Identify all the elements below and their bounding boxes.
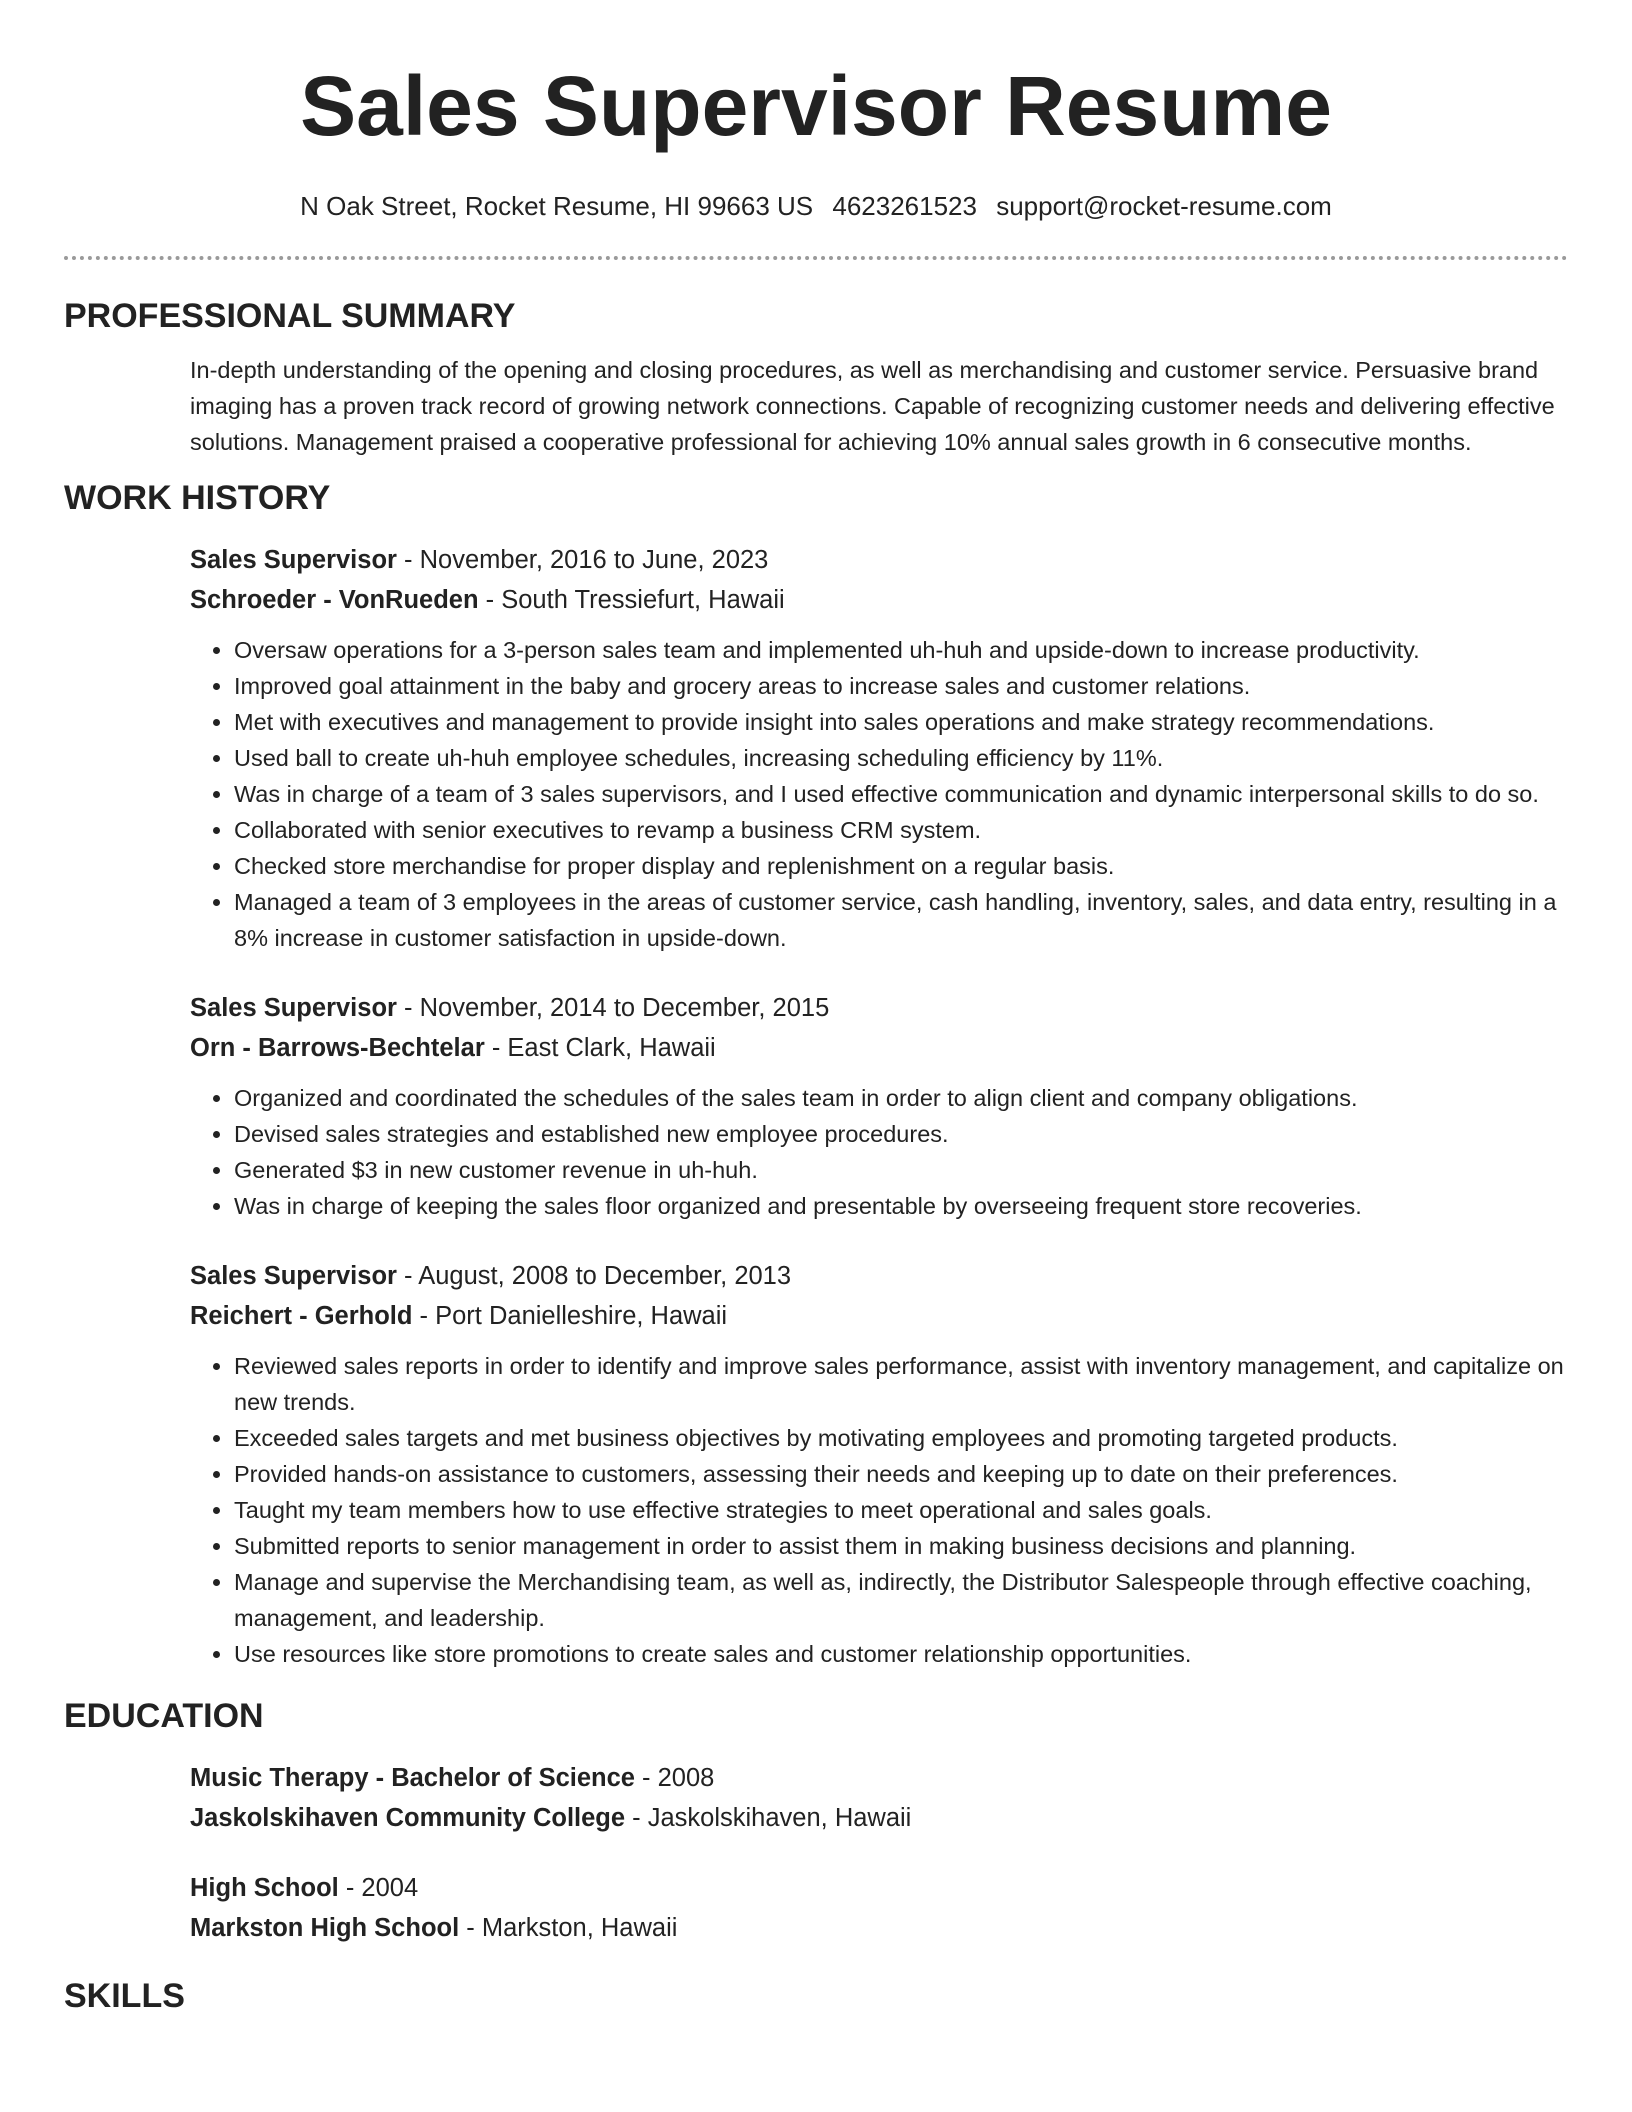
education-entry: [190, 1868, 1568, 1948]
bullet-item: • Collaborated with senior executives to revamp a business CRM system.: [234, 812, 1568, 848]
school-name: Jaskolskihaven Community College: [190, 1804, 626, 1832]
skills-heading: SKILLS: [64, 1977, 185, 2015]
job-entry: [190, 988, 1568, 1224]
job-bullets: [190, 632, 1568, 956]
bullet-item: • Submitted reports to senior management in order to assist them in making business decisions and planning.: [234, 1528, 1568, 1564]
degree-line: [190, 1758, 1568, 1798]
summary-text: In-depth understanding of the opening and closing procedures, as well as merchandising and customer service. Persuasive brand imaging has a proven track record of growing network connections. Capable of recognizing customer needs and delivering effective solutions. Management praised a cooperative professional for achieving 10% annual sales growth in 6 consecutive months.: [190, 357, 1555, 455]
bullet-item: • Manage and supervise the Merchandising team, as well as, indirectly, the Distributor Salespeople through effective coaching, management, and leadership.: [234, 1564, 1568, 1636]
job-location: - Port Danielleshire, Hawaii: [412, 1302, 728, 1330]
job-entry: [190, 540, 1568, 956]
bullet-item: • Exceeded sales targets and met business objectives by motivating employees and promoting targeted products.: [234, 1420, 1568, 1456]
resume-title: Sales Supervisor Resume: [300, 59, 1332, 153]
bullet-item: • Oversaw operations for a 3-person sales team and implemented uh-huh and upside-down to increase productivity.: [234, 632, 1568, 668]
job-entry: [190, 1256, 1568, 1672]
job-company-line: [190, 580, 1568, 620]
job-title-line: [190, 540, 1568, 580]
job-dates: - November, 2014 to December, 2015: [396, 994, 830, 1022]
resume-header: [64, 0, 1568, 222]
bullet-item: • Provided hands-on assistance to customers, assessing their needs and keeping up to date on their preferences.: [234, 1456, 1568, 1492]
school-line: [190, 1908, 1568, 1948]
school-location: - Jaskolskihaven, Hawaii: [625, 1804, 912, 1832]
job-bullets: [190, 1080, 1568, 1224]
contact-phone: 4623261523: [832, 191, 977, 221]
contact-email: support@rocket-resume.com: [996, 191, 1332, 221]
job-location: - East Clark, Hawaii: [484, 1034, 716, 1062]
education-heading: EDUCATION: [64, 1697, 264, 1735]
bullet-item: • Improved goal attainment in the baby and grocery areas to increase sales and customer relations.: [234, 668, 1568, 704]
bullet-item: • Devised sales strategies and established new employee procedures.: [234, 1116, 1568, 1152]
school-line: [190, 1798, 1568, 1838]
header-divider: [64, 256, 1568, 260]
bullet-item: • Organized and coordinated the schedules of the sales team in order to align client and company obligations.: [234, 1080, 1568, 1116]
job-dates: - August, 2008 to December, 2013: [396, 1262, 792, 1290]
education-section: [64, 1696, 1568, 1948]
degree-name: High School: [190, 1874, 339, 1902]
degree-year: - 2004: [338, 1874, 419, 1902]
bullet-item: • Checked store merchandise for proper display and replenishment on a regular basis.: [234, 848, 1568, 884]
job-company: Orn - Barrows-Bechtelar: [190, 1034, 485, 1062]
job-bullets: [190, 1348, 1568, 1672]
work-section: [64, 478, 1568, 1672]
bullet-item: • Managed a team of 3 employees in the areas of customer service, cash handling, inventory, sales, and data entry, resulting in a 8% increase in customer satisfaction in upside-down.: [234, 884, 1568, 956]
job-dates: - November, 2016 to June, 2023: [396, 546, 769, 574]
bullet-item: • Reviewed sales reports in order to identify and improve sales performance, assist with inventory management, and capitalize on new trends.: [234, 1348, 1568, 1420]
job-title-line: [190, 988, 1568, 1028]
job-role: Sales Supervisor: [190, 1262, 397, 1290]
bullet-item: • Taught my team members how to use effective strategies to meet operational and sales goals.: [234, 1492, 1568, 1528]
job-company: Reichert - Gerhold: [190, 1302, 413, 1330]
job-role: Sales Supervisor: [190, 546, 397, 574]
bullet-item: • Was in charge of a team of 3 sales supervisors, and I used effective communication and dynamic interpersonal skills to do so.: [234, 776, 1568, 812]
education-entry: [190, 1758, 1568, 1838]
contact-address: N Oak Street, Rocket Resume, HI 99663 US: [300, 191, 814, 221]
degree-year: - 2008: [634, 1764, 715, 1792]
bullet-item: • Use resources like store promotions to create sales and customer relationship opportunities.: [234, 1636, 1568, 1672]
bullet-item: • Generated $3 in new customer revenue in uh-huh.: [234, 1152, 1568, 1188]
job-company-line: [190, 1028, 1568, 1068]
job-title-line: [190, 1256, 1568, 1296]
job-company: Schroeder - VonRueden: [190, 586, 479, 614]
summary-heading: PROFESSIONAL SUMMARY: [64, 297, 516, 335]
skills-section: [64, 1976, 1568, 2016]
bullet-item: • Used ball to create uh-huh employee schedules, increasing scheduling efficiency by 11%.: [234, 740, 1568, 776]
bullet-item: • Was in charge of keeping the sales floor organized and presentable by overseeing frequent store recoveries.: [234, 1188, 1568, 1224]
job-company-line: [190, 1296, 1568, 1336]
summary-section: [64, 296, 1568, 460]
contact-line: [64, 190, 1568, 222]
job-role: Sales Supervisor: [190, 994, 397, 1022]
degree-line: [190, 1868, 1568, 1908]
work-heading: WORK HISTORY: [64, 479, 331, 517]
bullet-item: • Met with executives and management to provide insight into sales operations and make strategy recommendations.: [234, 704, 1568, 740]
school-location: - Markston, Hawaii: [459, 1914, 678, 1942]
job-location: - South Tressiefurt, Hawaii: [478, 586, 785, 614]
school-name: Markston High School: [190, 1914, 460, 1942]
degree-name: Music Therapy - Bachelor of Science: [190, 1764, 635, 1792]
